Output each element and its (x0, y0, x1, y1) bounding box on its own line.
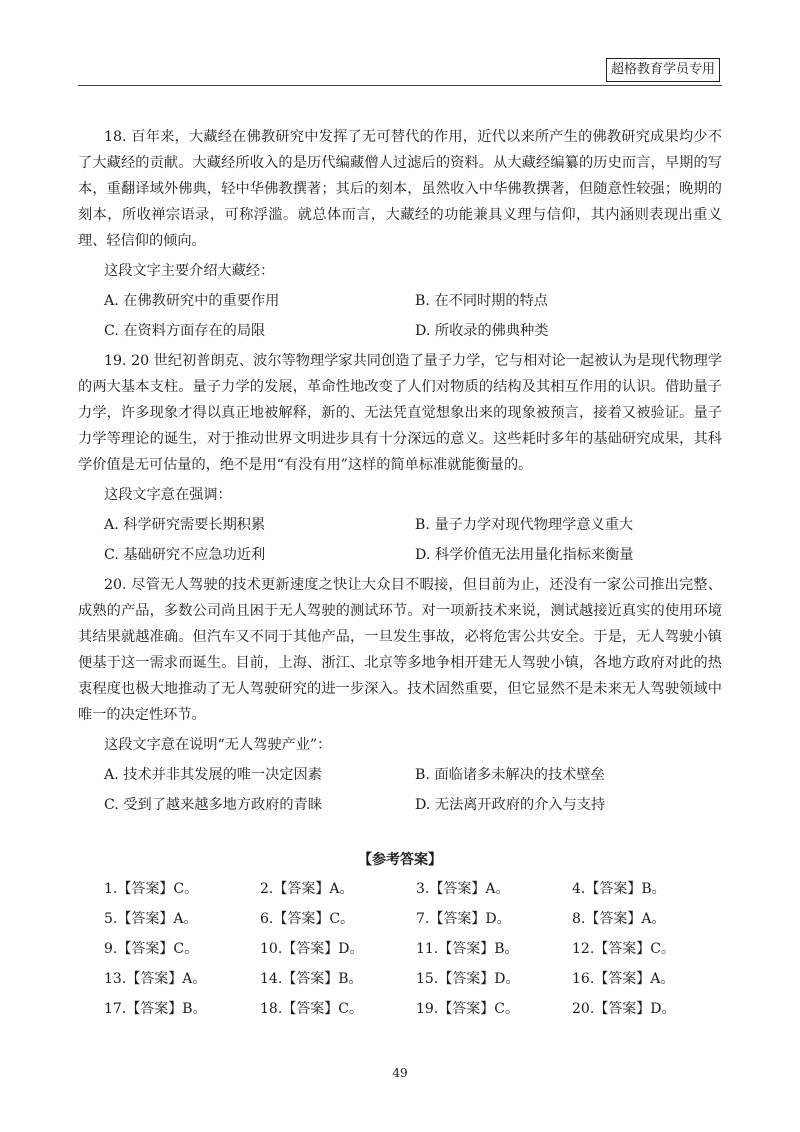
answer-item: 13.【答案】A。 (104, 971, 207, 987)
option-d: D. 无法离开政府的介入与支持 (415, 797, 606, 813)
question-prompt: 这段文字意在说明“无人驾驶产业”： (104, 737, 332, 753)
header-divider (78, 85, 722, 86)
answer-grid (104, 878, 724, 1021)
answer-item: 20.【答案】D。 (572, 1001, 676, 1017)
question-text: 18. 百年来，大藏经在佛教研究中发挥了无可替代的作用，近代以来所产生的佛教研究成果均少不了大藏经的贡献。大藏经所收入的是历代编藏僧人过滤后的资料。从大藏经编纂的历史而言，早期的写本，重翻译域外佛典，轻中华佛教撰著；其后的刻本，虽然收入中华佛教撰著，但随意性较强；晚期的刻本，所收禅宗语录，可称浮滥。就总体而言，大藏经的功能兼具义理与信仰，其内涵则表现出重义理、轻信仰的倾向。 (78, 129, 722, 249)
option-a: A. 科学研究需要长期积累 (104, 517, 266, 533)
option-c: C. 受到了越来越多地方政府的青睐 (104, 797, 322, 813)
page-number: 49 (392, 1066, 408, 1080)
option-list (78, 288, 722, 348)
question-prompt: 这段文字主要介绍大藏经： (104, 263, 275, 279)
option-c: C. 在资料方面存在的局限 (104, 323, 266, 339)
answer-item: 7.【答案】D。 (416, 911, 511, 927)
header-label: 超格教育学员专用 (606, 58, 720, 82)
answer-item: 5.【答案】A。 (104, 911, 198, 927)
answer-item: 12.【答案】C。 (572, 941, 675, 957)
question-list (78, 124, 722, 822)
option-list (78, 762, 722, 822)
answer-item: 11.【答案】B。 (416, 941, 519, 957)
answer-item: 14.【答案】B。 (260, 971, 363, 987)
option-list (78, 512, 722, 572)
answer-item: 16.【答案】A。 (572, 971, 675, 987)
answer-item: 3.【答案】A。 (416, 881, 510, 897)
option-b: B. 面临诸多未解决的技术壁垒 (415, 767, 605, 783)
question-text: 20. 尽管无人驾驶的技术更新速度之快让大众目不暇接，但目前为止，还没有一家公司推出完整、成熟的产品，多数公司尚且困于无人驾驶的测试环节。对一项新技术来说，测试越接近真实的使用环境其结果就越准确。但汽车又不同于其他产品，一旦发生事故，必将危害公共安全。于是，无人驾驶小镇便基于这一需求而诞生。目前，上海、浙江、北京等多地争相开建无人驾驶小镇，各地方政府对此的热衷程度也极大地推动了无人驾驶研究的进一步深入。技术固然重要，但它显然不是未来无人驾驶领域中唯一的决定性环节。 (78, 577, 722, 723)
answer-item: 19.【答案】C。 (416, 1001, 519, 1017)
option-d: D. 所收录的佛典种类 (415, 323, 549, 339)
question-19 (78, 348, 722, 572)
answer-item: 15.【答案】D。 (416, 971, 520, 987)
answer-item: 9.【答案】C。 (104, 941, 199, 957)
question-text: 19. 20 世纪初普朗克、波尔等物理学家共同创造了量子力学，它与相对论一起被认为是现代物理学的两大基本支柱。量子力学的发展，革命性地改变了人们对物质的结构及其相互作用的认识。借助量子力学，许多现象才得以真正地被解释，新的、无法凭直觉想象出来的现象被预言，接着又被验证。量子力学等理论的诞生，对于推动世界文明进步具有十分深远的意义。这些耗时多年的基础研究成果，其科学价值是无可估量的，绝不是用“有没有用”这样的简单标准就能衡量的。 (78, 353, 722, 473)
answer-item: 8.【答案】A。 (572, 911, 666, 927)
answer-item: 1.【答案】C。 (104, 881, 199, 897)
option-b: B. 量子力学对现代物理学意义重大 (415, 517, 634, 533)
answer-item: 10.【答案】D。 (260, 941, 364, 957)
answer-item: 17.【答案】B。 (104, 1001, 207, 1017)
option-a: A. 技术并非其发展的唯一决定因素 (104, 767, 322, 783)
question-18 (78, 124, 722, 348)
question-prompt: 这段文字意在强调： (104, 487, 232, 503)
option-a: A. 在佛教研究中的重要作用 (104, 293, 280, 309)
question-20 (78, 572, 722, 822)
answers-title: 【参考答案】 (358, 852, 442, 868)
answer-item: 4.【答案】B。 (572, 881, 666, 897)
answer-item: 18.【答案】C。 (260, 1001, 363, 1017)
option-c: C. 基础研究不应急功近利 (104, 547, 266, 563)
answer-item: 6.【答案】C。 (260, 911, 355, 927)
option-d: D. 科学价值无法用量化指标来衡量 (415, 547, 634, 563)
answer-item: 2.【答案】A。 (260, 881, 354, 897)
option-b: B. 在不同时期的特点 (415, 293, 548, 309)
